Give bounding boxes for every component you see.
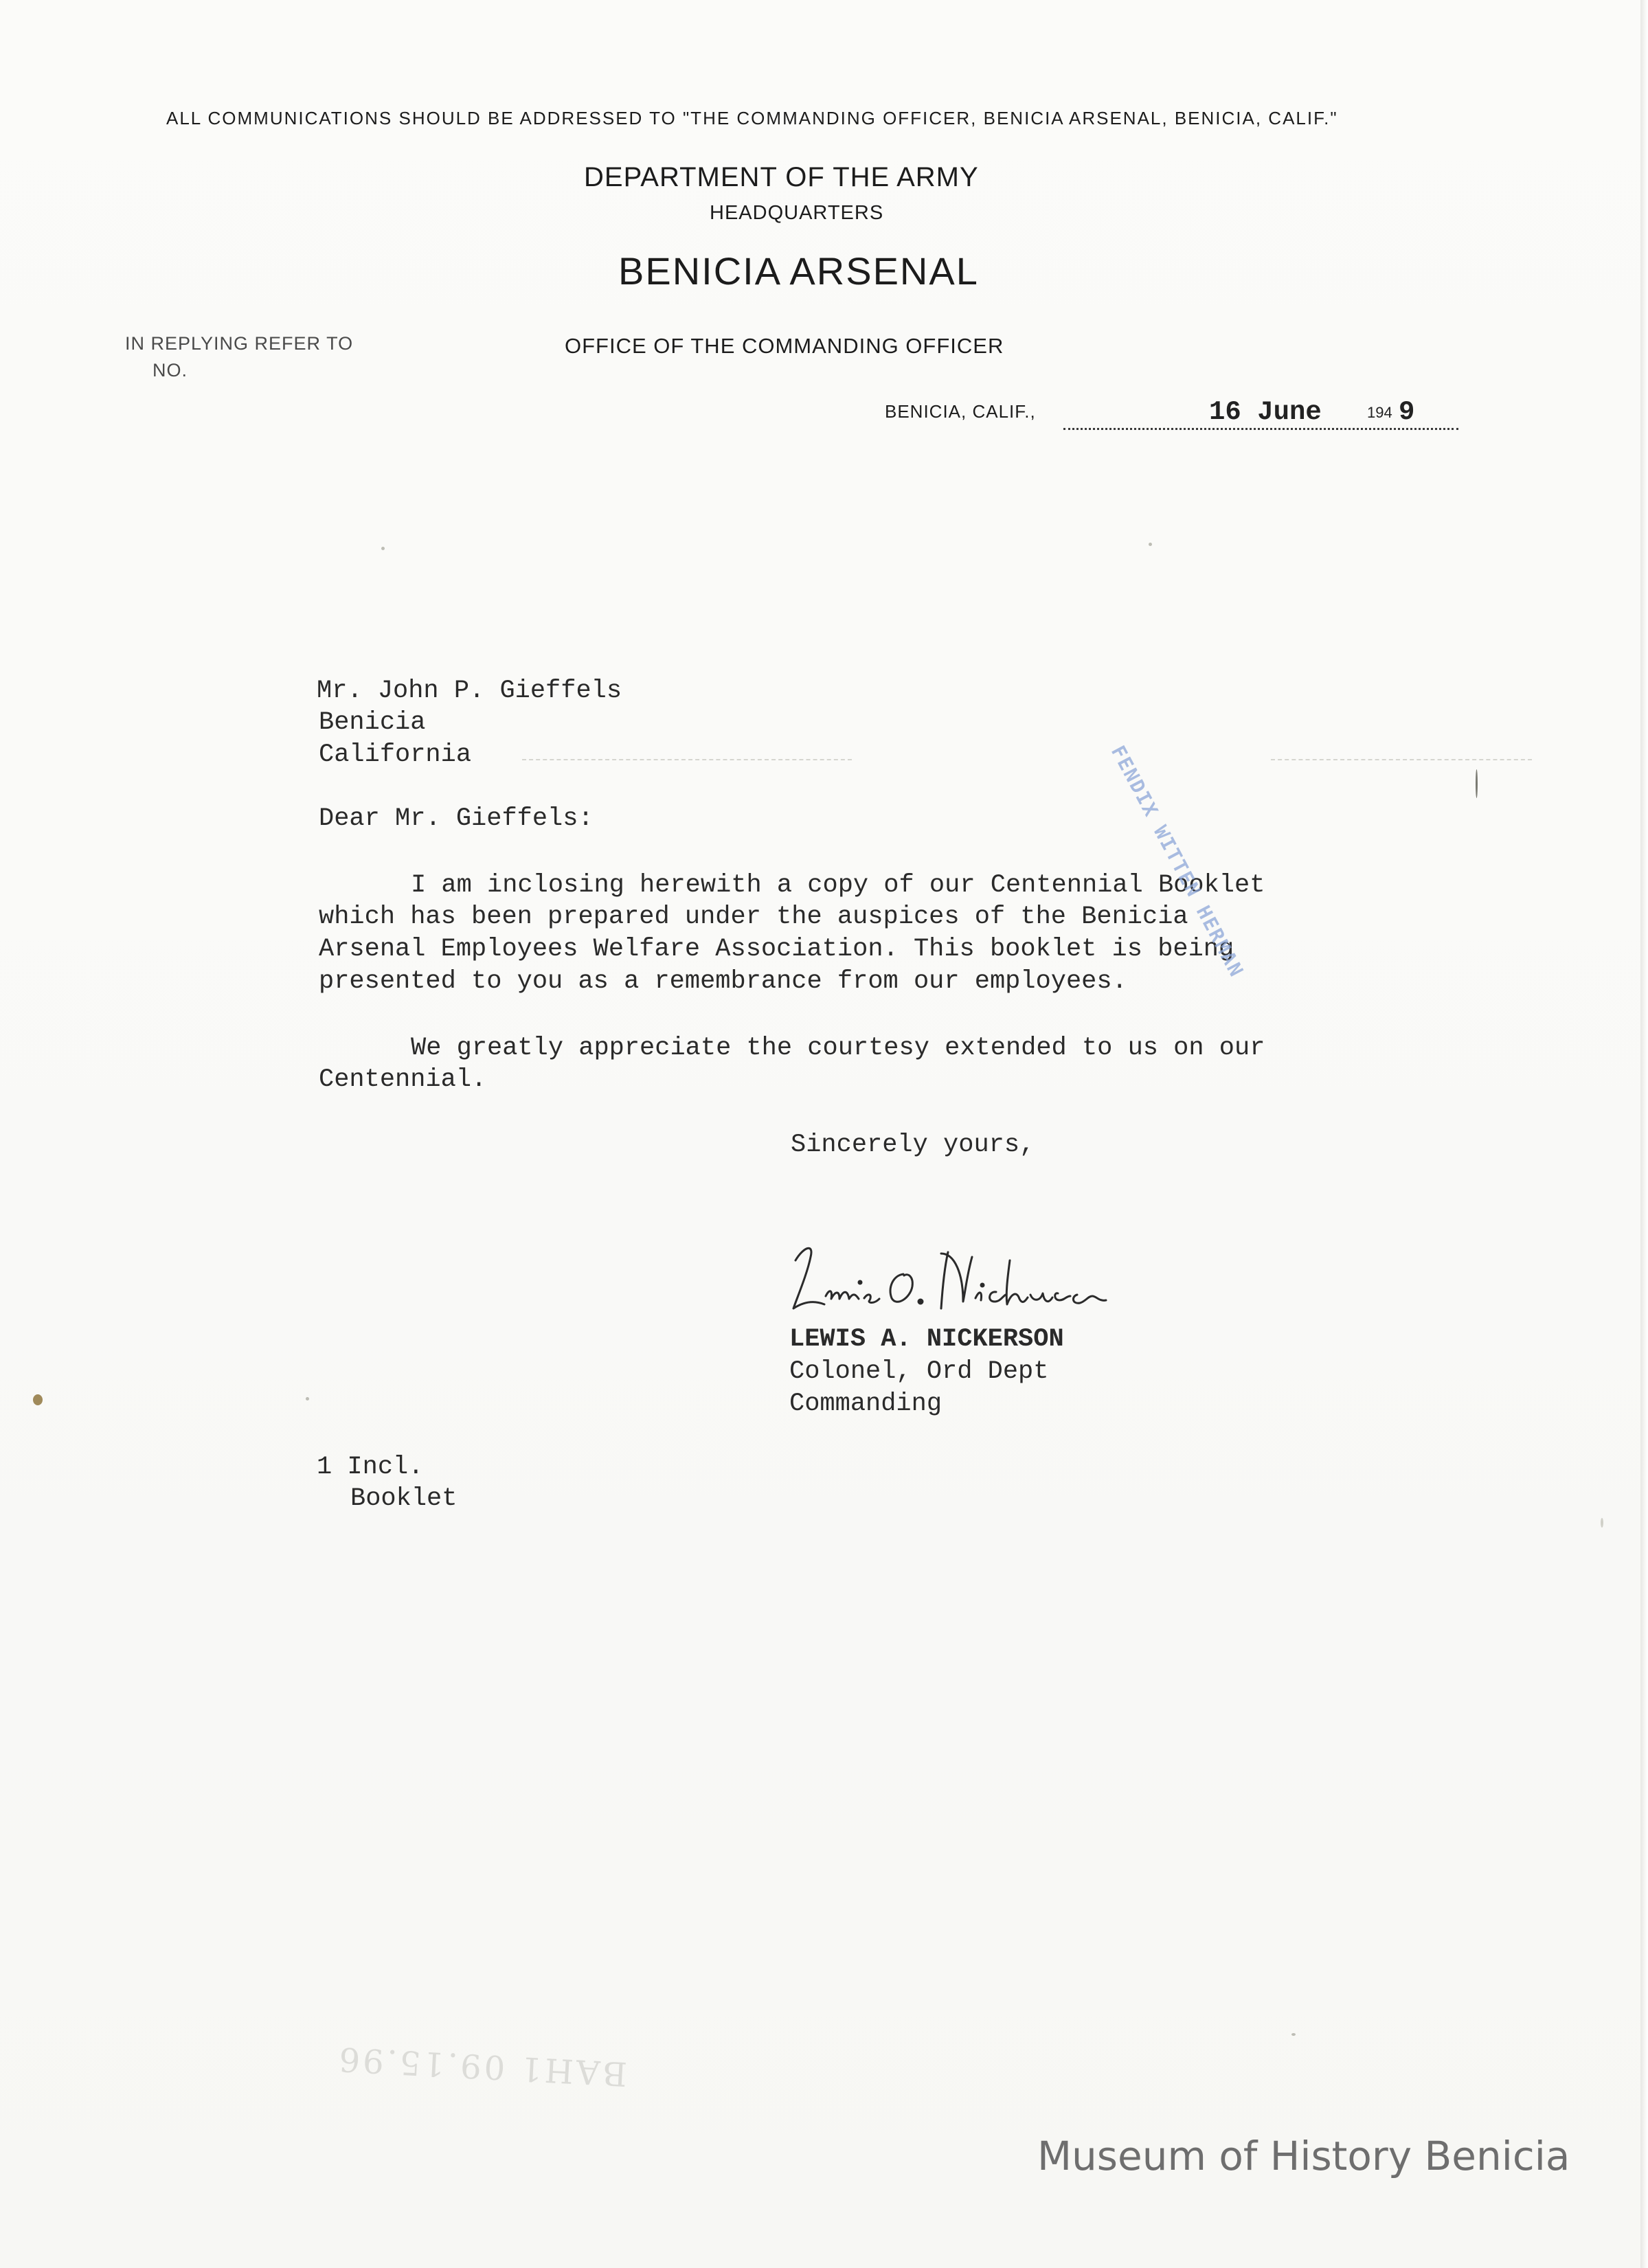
address-instruction: ALL COMMUNICATIONS SHOULD BE ADDRESSED TO "THE COMMANDING OFFICER, BENICIA ARSENAL, BENICIA, CALIF." [166, 108, 1338, 128]
department-heading: DEPARTMENT OF THE ARMY [584, 162, 979, 192]
date-day-month: 16 June [1209, 397, 1322, 427]
office-heading: OFFICE OF THE COMMANDING OFFICER [565, 334, 1004, 358]
paragraph-line: We greatly appreciate the courtesy extended to us on our [411, 1034, 1265, 1063]
signer-name: LEWIS A. NICKERSON [789, 1325, 1064, 1354]
enclosure-count: 1 Incl. [317, 1453, 424, 1482]
date-year-prefix: 194 [1367, 404, 1392, 421]
recipient-city: Benicia [319, 708, 426, 737]
faint-rule [522, 759, 852, 760]
salutation: Dear Mr. Gieffels: [319, 804, 594, 833]
paper-speck [306, 1397, 309, 1401]
paragraph-line: Centennial. [319, 1065, 487, 1094]
paper-speck [1149, 543, 1152, 546]
headquarters-heading: HEADQUARTERS [710, 202, 884, 224]
received-stamp: FENDIX WITTEN HERMAN [1106, 742, 1249, 982]
faint-rule [1271, 759, 1532, 760]
paragraph-line: which has been prepared under the auspices of the Benicia [319, 903, 1188, 931]
place-label: BENICIA, CALIF., [885, 401, 1036, 422]
paragraph-line: presented to you as a remembrance from our employees. [319, 967, 1127, 996]
reply-reference-label: IN REPLYING REFER TO [125, 333, 354, 354]
museum-watermark: Museum of History Benicia [1037, 2133, 1570, 2179]
paragraph-line: Arsenal Employees Welfare Association. This booklet is being [319, 935, 1234, 964]
arsenal-title: BENICIA ARSENAL [618, 249, 979, 293]
date-year-suffix: 9 [1399, 397, 1415, 427]
paper-edge [1640, 0, 1648, 2268]
paper-speck [1291, 2033, 1296, 2036]
paragraph-line: I am inclosing herewith a copy of our Centennial Booklet [411, 871, 1265, 900]
recipient-state: California [319, 740, 472, 769]
signer-rank: Colonel, Ord Dept [789, 1357, 1049, 1386]
paper-speck [33, 1394, 43, 1405]
recipient-name: Mr. John P. Gieffels [317, 677, 622, 705]
closing: Sincerely yours, [791, 1131, 1035, 1159]
date-dotted-line [1063, 428, 1458, 430]
catalog-number-showthrough: BAH1 09.15.96 [335, 2039, 629, 2094]
handwritten-signature [783, 1233, 1127, 1322]
reply-number-label: NO. [153, 360, 188, 381]
paper-mark [1476, 769, 1478, 798]
signer-role: Commanding [789, 1390, 942, 1418]
paper-speck [381, 547, 385, 550]
paper-speck [1601, 1518, 1603, 1528]
enclosure-item: Booklet [350, 1484, 458, 1513]
